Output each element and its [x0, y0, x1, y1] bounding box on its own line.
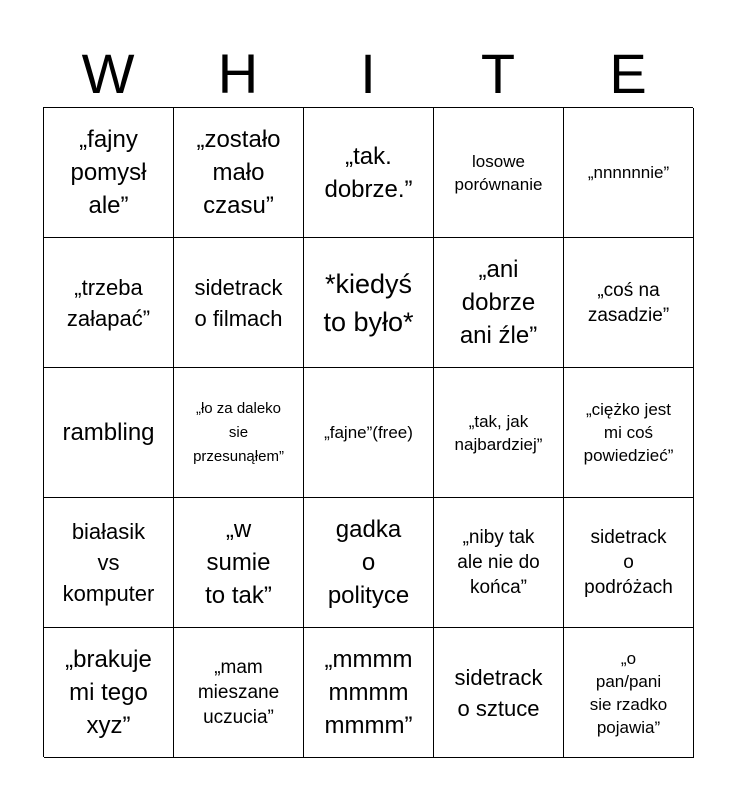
bingo-cell-r2-c3[interactable]: [434, 368, 564, 498]
bingo-cell-r4-c2[interactable]: [304, 628, 434, 758]
bingo-cell-text: „tak, jak najbardziej”: [454, 411, 543, 454]
bingo-cell-r2-c2[interactable]: [304, 368, 434, 498]
bingo-cell-text: białasik vs komputer: [62, 519, 155, 606]
bingo-cell-text: losowe porównanie: [454, 151, 543, 194]
bingo-cell-text: „trzeba załapać”: [66, 274, 151, 331]
bingo-cell-r3-c4[interactable]: [564, 498, 694, 628]
bingo-cell-r1-c0[interactable]: [44, 238, 174, 368]
bingo-cell-r4-c4[interactable]: [564, 628, 694, 758]
bingo-cell-text: „niby tak ale nie do końca”: [457, 527, 540, 598]
bingo-cell-r1-c4[interactable]: [564, 238, 694, 368]
bingo-cell-text: „ło za daleko sie przesunąłem”: [193, 399, 284, 465]
header-letter-e: E: [609, 42, 647, 105]
bingo-cell-r0-c2[interactable]: [304, 108, 434, 238]
bingo-cell-r2-c1[interactable]: [174, 368, 304, 498]
bingo-cell-r0-c3[interactable]: [434, 108, 564, 238]
bingo-cell-text: sidetrack o filmach: [194, 274, 283, 331]
header-letter-w: W: [81, 42, 135, 105]
header-letter-i: I: [360, 42, 376, 105]
bingo-header: [43, 40, 693, 108]
bingo-cell-r0-c0[interactable]: [44, 108, 174, 238]
bingo-cell-text: „mmmm mmmm mmmm”: [324, 646, 413, 739]
bingo-cell-r2-c0[interactable]: [44, 368, 174, 498]
bingo-cell-text: „fajne”(free): [324, 423, 413, 442]
bingo-cell-text: „coś na zasadzie”: [587, 279, 670, 326]
bingo-cell-text: „ani dobrze ani źle”: [459, 256, 538, 349]
bingo-cell-r0-c4[interactable]: [564, 108, 694, 238]
bingo-cell-text: „mam mieszane uczucia”: [197, 657, 280, 728]
bingo-cell-text: „ciężko jest mi coś powiedzieć”: [583, 400, 674, 465]
bingo-cell-r1-c3[interactable]: [434, 238, 564, 368]
bingo-grid: [43, 107, 693, 757]
bingo-cell-r0-c1[interactable]: [174, 108, 304, 238]
header-letter-t: T: [480, 42, 516, 105]
bingo-cell-text: *kiedyś to było*: [323, 268, 414, 337]
bingo-cell-text: „o pan/pani sie rzadko pojawia”: [589, 648, 668, 737]
bingo-cell-r2-c4[interactable]: [564, 368, 694, 498]
bingo-cell-r4-c1[interactable]: [174, 628, 304, 758]
bingo-cell-text: „nnnnnnie”: [587, 163, 670, 182]
bingo-cell-text: „brakuje mi tego xyz”: [65, 646, 152, 739]
bingo-cell-r1-c2[interactable]: [304, 238, 434, 368]
bingo-cell-r3-c3[interactable]: [434, 498, 564, 628]
bingo-cell-r3-c2[interactable]: [304, 498, 434, 628]
bingo-cell-r1-c1[interactable]: [174, 238, 304, 368]
bingo-cell-r4-c0[interactable]: [44, 628, 174, 758]
bingo-cell-text: „tak. dobrze.”: [324, 142, 413, 203]
bingo-cell-text: sidetrack o sztuce: [454, 664, 543, 721]
header-letter-h: H: [217, 42, 259, 105]
bingo-cell-text: sidetrack o podróżach: [584, 527, 673, 598]
bingo-cell-text: „zostało mało czasu”: [196, 126, 281, 219]
bingo-cell-r3-c1[interactable]: [174, 498, 304, 628]
bingo-cell-text: rambling: [62, 419, 155, 446]
bingo-cell-text: gadka o polityce: [327, 516, 410, 609]
bingo-cell-text: „w sumie to tak”: [205, 516, 272, 609]
bingo-cell-r3-c0[interactable]: [44, 498, 174, 628]
bingo-cell-r4-c3[interactable]: [434, 628, 564, 758]
bingo-cell-text: „fajny pomysł ale”: [70, 126, 147, 219]
